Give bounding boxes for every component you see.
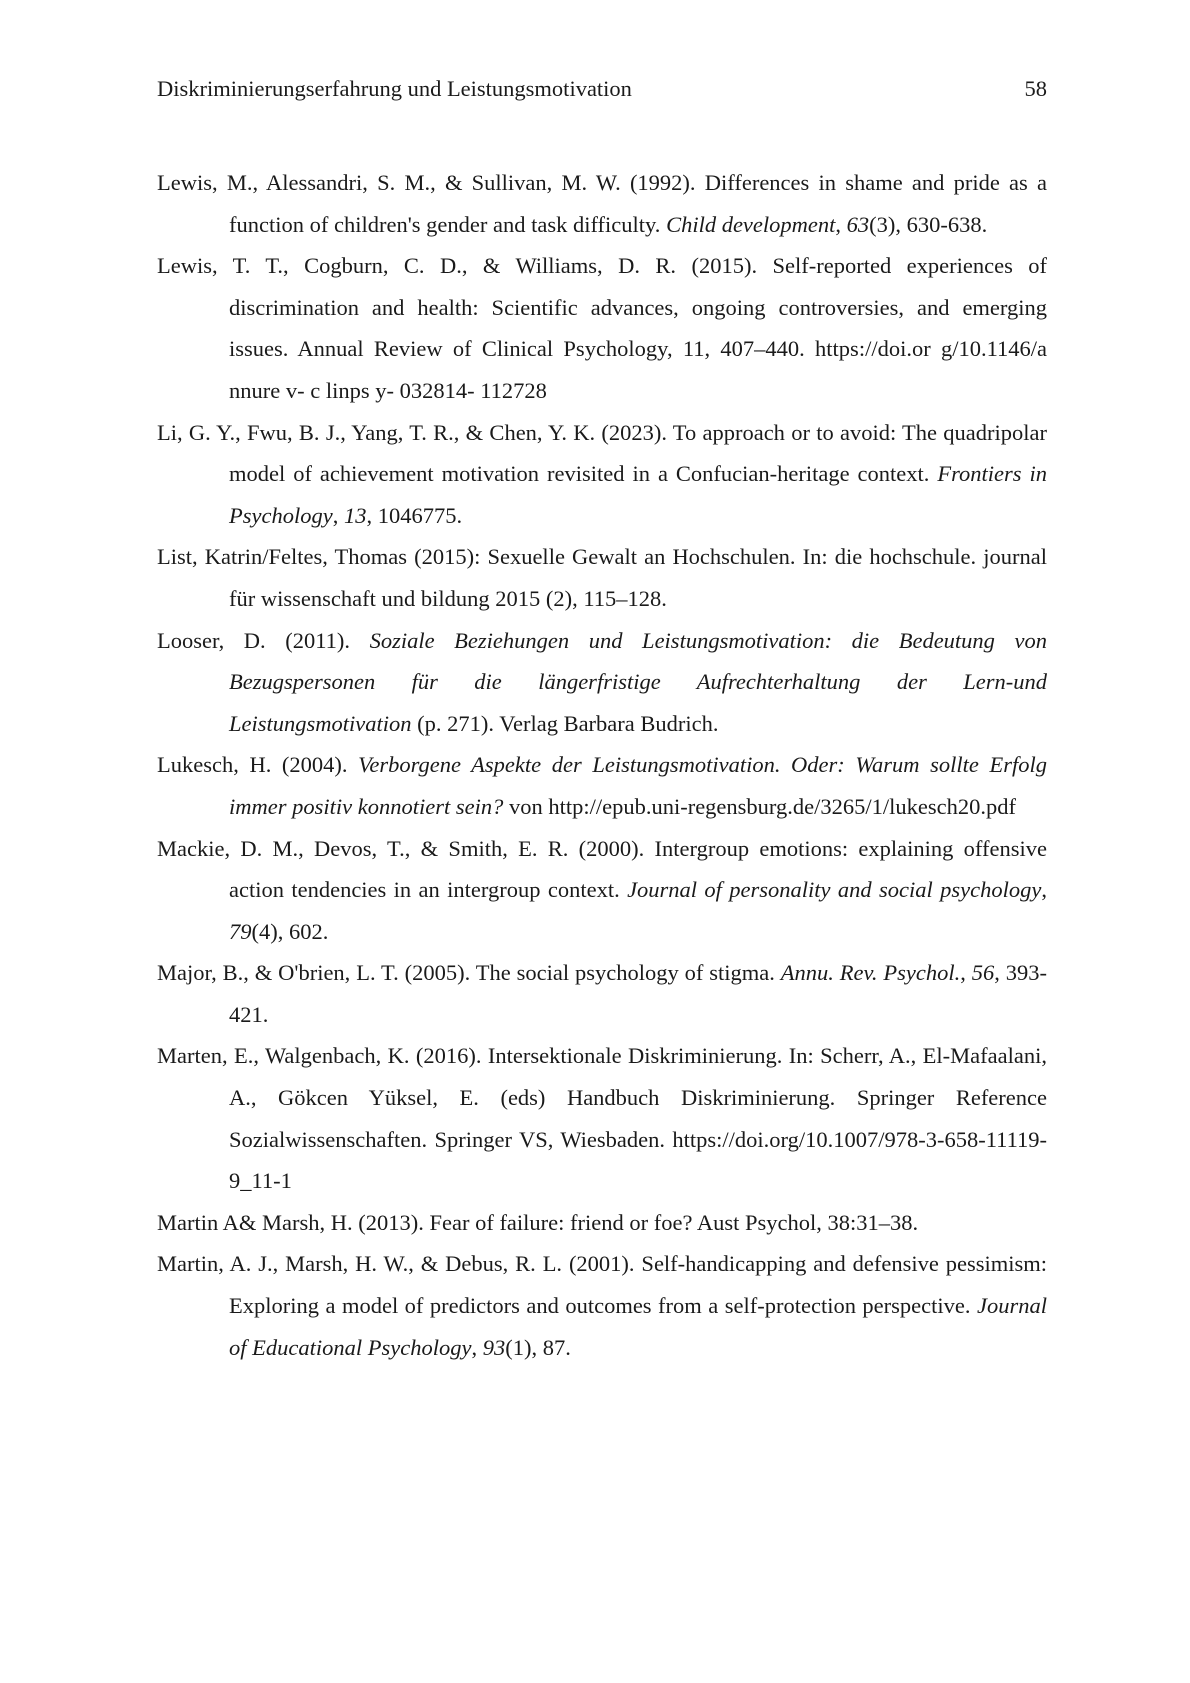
page-number: 58	[1024, 76, 1047, 101]
reference-text: ,	[960, 960, 972, 986]
reference-list	[157, 162, 1047, 1368]
reference-italic-text: Child development	[666, 211, 836, 237]
reference-italic-text: 79	[229, 918, 252, 944]
reference-text: ,	[332, 502, 344, 528]
reference-text: ,	[1041, 877, 1047, 903]
reference-text: (1), 87.	[505, 1334, 571, 1360]
reference-text: von http://epub.uni-regensburg.de/3265/1/lukesch20.pdf	[503, 793, 1016, 819]
reference-entry	[157, 162, 1047, 245]
reference-text: List, Katrin/Feltes, Thomas (2015): Sexuelle Gewalt an Hochschulen. In: die hochschule. journal für wissenschaft und bildung 2015 (2), 115–128.	[157, 544, 1047, 611]
reference-text: Martin, A. J., Marsh, H. W., & Debus, R. L. (2001). Self-handicapping and defensive pessimism: Exploring a model of predictors and outcomes from a self-protection perspective.	[157, 1251, 1047, 1319]
reference-entry	[157, 1243, 1047, 1368]
reference-entry	[157, 1035, 1047, 1201]
reference-italic-text: Verborgene Aspekte der Leistungsmotivation. Oder: Warum sollte Erfolg immer positiv konnotiert sein?	[229, 752, 1047, 819]
reference-entry	[157, 620, 1047, 745]
reference-italic-text: Frontiers in Psychology	[229, 461, 1047, 528]
reference-entry	[157, 536, 1047, 619]
reference-italic-text: 93	[482, 1334, 506, 1360]
reference-italic-text: 63	[846, 211, 870, 237]
reference-text: Lukesch, H. (2004).	[157, 752, 359, 778]
reference-entry	[157, 744, 1047, 827]
reference-entry	[157, 952, 1047, 1035]
reference-text: Martin A& Marsh, H. (2013). Fear of failure: friend or foe? Aust Psychol, 38:31–38.	[157, 1209, 919, 1235]
reference-text: , 1046775.	[366, 502, 463, 528]
reference-italic-text: 56	[971, 960, 995, 986]
reference-text: Looser, D. (2011).	[157, 627, 370, 653]
reference-text: Marten, E., Walgenbach, K. (2016). Intersektionale Diskriminierung. In: Scherr, A., El-Mafaalani, A., Gökcen Yüksel, E. (eds) Handbuch Diskriminierung. Springer Reference Sozialwissenschaften. Springer VS, Wiesbaden. https://doi.org/10.1007/978-3-658-11119-9_11-1	[157, 1043, 1047, 1194]
running-head	[157, 72, 1047, 106]
reference-text: Major, B., & O'brien, L. T. (2005). The social psychology of stigma.	[157, 960, 781, 986]
running-title: Diskriminierungserfahrung und Leistungsmotivation	[157, 76, 632, 101]
reference-text: (4), 602.	[251, 918, 329, 944]
reference-italic-text: Soziale Beziehungen und Leistungsmotivation: die Bedeutung von Bezugspersonen für die längerfristige Aufrechterhaltung der Lern-und Leistungsmotivation	[229, 627, 1047, 736]
reference-italic-text: Journal of Educational Psychology	[229, 1293, 1047, 1360]
reference-text: (p. 271). Verlag Barbara Budrich.	[411, 710, 719, 736]
reference-entry	[157, 245, 1047, 411]
reference-entry	[157, 828, 1047, 953]
reference-text: Lewis, M., Alessandri, S. M., & Sullivan, M. W. (1992). Differences in shame and pride as a function of children's gender and task difficulty.	[157, 170, 1047, 237]
reference-text: (3), 630-638.	[869, 211, 988, 237]
reference-text: Li, G. Y., Fwu, B. J., Yang, T. R., & Chen, Y. K. (2023). To approach or to avoid: The quadripolar model of achievement motivation revisited in a Confucian-heritage context.	[157, 419, 1047, 487]
reference-entry	[157, 412, 1047, 537]
reference-text: ,	[835, 211, 847, 237]
reference-text: Lewis, T. T., Cogburn, C. D., & Williams, D. R. (2015). Self-reported experiences of discrimination and health: Scientific advances, ongoing controversies, and emerging issues. Annual Review of Clinical Psychology, 11, 407–440. https://doi.or g/10.1146/a nnure v- c linps y- 032814- 112728	[157, 253, 1047, 403]
reference-italic-text: Journal of personality and social psychology	[627, 877, 1042, 903]
reference-text: ,	[471, 1334, 483, 1360]
reference-italic-text: Annu. Rev. Psychol.	[780, 960, 961, 986]
reference-text: , 393-421.	[229, 960, 1048, 1027]
reference-text: Mackie, D. M., Devos, T., & Smith, E. R. (2000). Intergroup emotions: explaining offensive action tendencies in an intergroup context.	[157, 835, 1047, 903]
reference-italic-text: 13	[343, 502, 367, 528]
reference-entry	[157, 1202, 1047, 1244]
